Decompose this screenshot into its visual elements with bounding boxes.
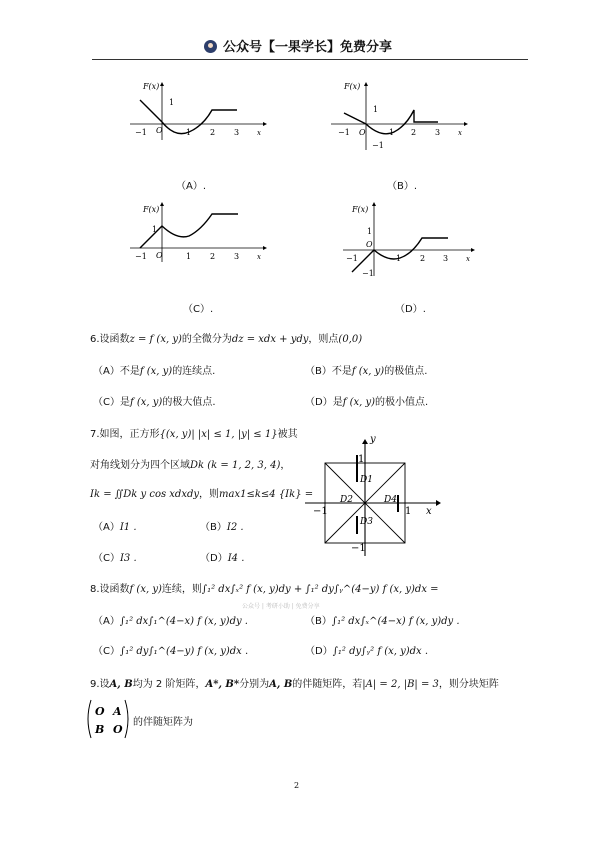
matrix-entry: B (95, 723, 105, 736)
math: ∫₁² dx∫ₓ^(4−x) f (x, y)dy . (331, 616, 460, 627)
x-label: x (458, 129, 462, 137)
q6-option-b[interactable] (305, 362, 427, 377)
text: （D）是 (305, 397, 343, 408)
text: 的极值点. (384, 366, 428, 377)
text: ，则分块矩阵 (438, 679, 499, 690)
math: z = f (x, y) (129, 334, 182, 345)
origin-label: O (156, 251, 163, 260)
math: f (x, y) (342, 397, 376, 408)
origin-label: O (156, 126, 163, 135)
text: 分别为 (239, 679, 270, 690)
math: A*, B* (205, 679, 240, 690)
tick-label: 3 (234, 252, 240, 261)
tick-label: 1 (373, 105, 379, 114)
tick-label: 2 (210, 252, 216, 261)
text: 7.如图，正方形 (90, 429, 160, 440)
q7-option-c[interactable] (93, 549, 137, 564)
graph-b (326, 80, 471, 155)
text: 的伴随矩阵，若 (292, 679, 363, 690)
tick-label: 1 (186, 128, 192, 137)
tick-label: 1 (396, 254, 402, 263)
text: （D） (305, 646, 333, 657)
q7-option-a[interactable] (93, 518, 137, 533)
region-label: D2 (340, 495, 353, 505)
tick-label: 2 (210, 128, 216, 137)
text: 均为 2 阶矩阵， (132, 679, 206, 690)
q8-option-a[interactable] (93, 612, 248, 627)
q7-option-b[interactable] (200, 518, 244, 533)
math: I1 . (119, 522, 137, 533)
tick-label: −1 (362, 269, 374, 278)
text: ， (280, 460, 291, 471)
text: ，则点 (308, 334, 339, 345)
text: （D） (200, 553, 228, 564)
q6-option-a[interactable] (93, 362, 215, 377)
tick-label: 2 (420, 254, 426, 263)
tick-label: 2 (411, 128, 417, 137)
matrix-entry: A (113, 705, 122, 718)
q6-option-c[interactable] (93, 393, 216, 408)
caption-c: （C）. (183, 304, 214, 315)
q7-stem-line2 (90, 456, 290, 471)
tick-label: −1 (135, 128, 147, 137)
tick-label: 3 (443, 254, 449, 263)
right-paren (125, 700, 128, 738)
tick-label: −1 (351, 543, 366, 554)
text: （A）不是 (93, 366, 140, 377)
fx-label: F(x) (143, 205, 160, 214)
fx-label: F(x) (344, 82, 361, 91)
fx-label: F(x) (143, 82, 160, 91)
math: f (x, y) (129, 584, 162, 595)
region-label: D1 (360, 475, 373, 485)
avatar-icon (204, 40, 217, 53)
math: ∫₁² dy∫ᵧ² f (x, y)dx . (332, 646, 429, 657)
tick-label: 1 (152, 225, 158, 234)
q8-option-b[interactable] (305, 612, 460, 627)
q9-stem (90, 675, 499, 690)
origin-label: O (366, 240, 373, 249)
watermark: 公众号 | 考研小助 | 免费分享 (242, 603, 320, 610)
tick-label: 1 (358, 454, 365, 465)
q7-option-d[interactable] (200, 549, 244, 564)
tick-label: −1 (135, 252, 147, 261)
text: 对角线划分为四个区域 (90, 460, 190, 471)
text: 被其 (277, 429, 298, 440)
region-label: D4 (384, 495, 397, 505)
q8-option-d[interactable] (305, 642, 428, 657)
x-label: x (257, 129, 261, 137)
math: Dk (k = 1, 2, 3, 4) (190, 460, 281, 471)
math: dz = xdx + ydy (231, 334, 309, 345)
matrix-entry: O (95, 705, 105, 718)
text: （C） (93, 553, 120, 564)
arrow-icon (372, 202, 376, 206)
arrow-icon (471, 248, 475, 252)
math: f (x, y) (129, 397, 163, 408)
math: ∫₁² dx∫ₓ² f (x, y)dy + ∫₁² dy∫ᵧ^(4−y) f (x, y)dx = (201, 584, 439, 595)
math: Ik = ∬Dk y cos xdxdy (90, 489, 200, 500)
text: （B） (305, 616, 332, 627)
q7-stem-line1 (90, 425, 298, 440)
arrow-icon (364, 82, 368, 86)
q6-stem (90, 330, 362, 345)
q8-option-c[interactable] (93, 642, 248, 657)
arrow-icon (436, 500, 441, 506)
origin-label: O (359, 128, 366, 137)
arrow-icon (362, 439, 368, 444)
math: max1≤k≤4 {Ik} = (219, 489, 314, 500)
text: 8.设函数 (90, 584, 130, 595)
caption-d: （D）. (395, 304, 426, 315)
q7-square-diagram (300, 430, 450, 558)
arrow-icon (160, 82, 164, 86)
text: 6.设函数 (90, 334, 130, 345)
matrix-entry: O (113, 723, 123, 736)
x-label: x (426, 506, 432, 517)
math: f (x, y) (351, 366, 385, 377)
math: {(x, y)| |x| ≤ 1, |y| ≤ 1} (159, 429, 278, 440)
math: ∫₁² dx∫₁^(4−x) f (x, y)dy . (119, 616, 248, 627)
x-label: x (257, 253, 261, 261)
math: A, B (109, 679, 133, 690)
left-paren (88, 700, 91, 738)
graph-d (338, 200, 478, 280)
tick-label: −1 (313, 506, 328, 517)
q9-tail: 的伴随矩阵为 (133, 717, 193, 728)
text: 9.设 (90, 679, 110, 690)
tick-label: 1 (169, 98, 175, 107)
arrow-icon (263, 246, 267, 250)
text: 连续，则 (161, 584, 202, 595)
block-matrix (84, 698, 134, 740)
arrow-icon (464, 122, 468, 126)
text: ，则 (199, 489, 220, 500)
math: ∫₁² dy∫₁^(4−y) f (x, y)dx . (119, 646, 249, 657)
q6-option-d[interactable] (305, 393, 428, 408)
graph-c (125, 200, 270, 265)
q7-stem-line3 (90, 485, 313, 500)
text: （B） (200, 522, 227, 533)
math: I2 . (226, 522, 244, 533)
text: （B）不是 (305, 366, 352, 377)
tick-label: −1 (338, 128, 350, 137)
page-header (0, 36, 596, 55)
text: （C）是 (93, 397, 130, 408)
math: A, B (269, 679, 293, 690)
x-label: x (466, 255, 470, 263)
tick-label: 3 (234, 128, 240, 137)
text: （A） (93, 522, 120, 533)
region-label: D3 (360, 517, 373, 527)
text: 的极大值点. (162, 397, 216, 408)
math: I3 . (119, 553, 137, 564)
tick-label: 1 (367, 227, 373, 236)
arrow-icon (263, 122, 267, 126)
text: （C） (93, 646, 120, 657)
y-label: y (370, 434, 376, 445)
graph-a (125, 80, 270, 142)
tick-label: −1 (372, 141, 384, 150)
arrow-icon (160, 202, 164, 206)
math: (0,0) (338, 334, 363, 345)
text: 的连续点. (172, 366, 216, 377)
text: （A） (93, 616, 120, 627)
page-number: 2 (294, 781, 300, 790)
text: 的全微分为 (181, 334, 232, 345)
fx-label: F(x) (352, 205, 369, 214)
tick-label: 1 (405, 506, 412, 517)
caption-b: （B）. (387, 181, 418, 192)
header-title: 公众号【一果学长】免费分享 (222, 40, 392, 55)
math: I4 . (227, 553, 245, 564)
header-divider (92, 59, 528, 60)
math: |A| = 2, |B| = 3 (362, 679, 439, 690)
tick-label: 3 (435, 128, 441, 137)
text: 的极小值点. (375, 397, 429, 408)
tick-label: 1 (389, 128, 395, 137)
q8-stem (90, 580, 439, 595)
tick-label: −1 (346, 254, 358, 263)
math: f (x, y) (139, 366, 173, 377)
caption-a: （A）. (176, 181, 207, 192)
tick-label: 1 (186, 252, 192, 261)
